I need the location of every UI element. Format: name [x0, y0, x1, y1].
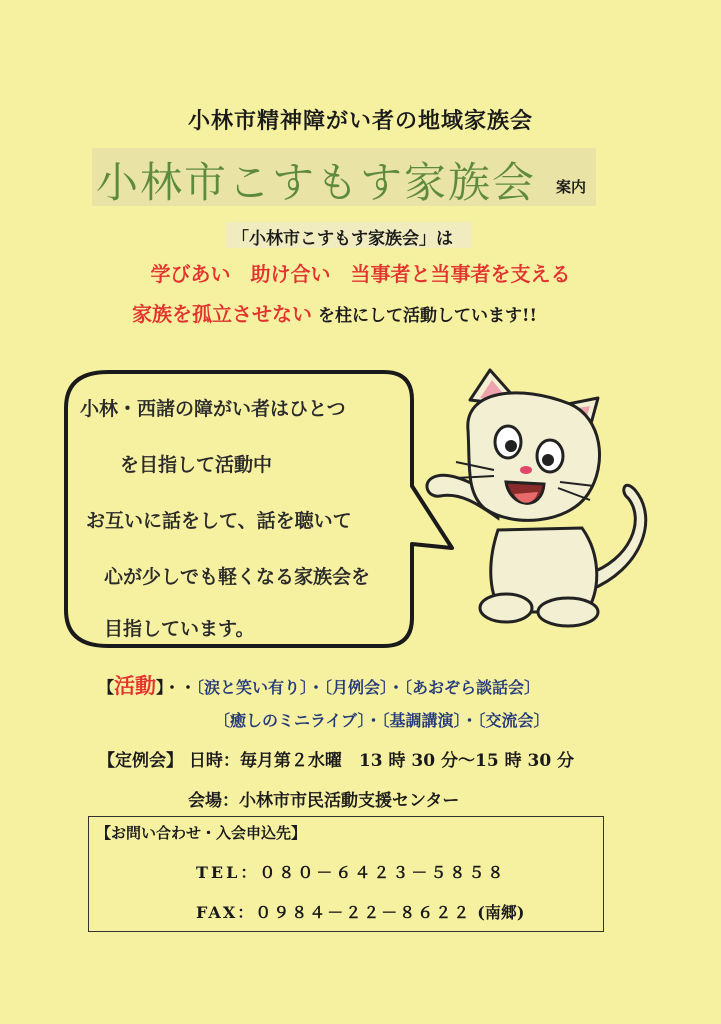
meeting-venue: 会場：小林市市民活動支援センター	[188, 791, 460, 811]
meeting-line	[98, 746, 574, 771]
intro-lead: 「小林市こすもす家族会」は	[232, 229, 453, 249]
bubble-line-3: お互いに話をして、話を聴いて	[86, 510, 352, 532]
activities-label: 活動	[114, 673, 157, 698]
contact-fax: FAX：０９８４－２２－８６２２	[196, 903, 472, 922]
activities-line-1: 【活動】・・〔涙と笑い有り〕・〔月例会〕・〔あおぞら談話会〕	[98, 673, 541, 698]
title-suffix: 案内	[556, 178, 587, 196]
meeting-datetime: 日時：毎月第２水曜 13 時 30 分～15 時 30 分	[188, 751, 575, 771]
organization-subtitle: 小林市精神障がい者の地域家族会	[187, 108, 533, 134]
contact-fax-line	[196, 900, 524, 923]
bubble-line-1: 小林・西諸の障がい者はひとつ	[80, 398, 346, 420]
activities-list-2: 〔癒しのミニライブ〕・〔基調講演〕・〔交流会〕	[214, 711, 550, 730]
page-title: 小林市こすもす家族会	[96, 158, 537, 207]
contact-fax-name: (南郷)	[477, 903, 525, 922]
activities-list-1: 〔涙と笑い有り〕・〔月例会〕・〔あおぞら談話会〕	[196, 678, 541, 697]
intro-red-line-1: 学びあい 助け合い 当事者と当事者を支える	[150, 262, 571, 286]
intro-red-line-2: 家族を孤立させない	[132, 302, 312, 326]
intro-line-2-tail: を柱にして活動しています!!	[318, 306, 537, 326]
contact-heading: 【お問い合わせ・入会申込先】	[96, 824, 307, 842]
bubble-line-2: を目指して活動中	[120, 454, 273, 476]
cat-mascot-icon	[410, 360, 670, 640]
bubble-line-4: 心が少しでも軽くなる家族会を	[104, 566, 371, 588]
meeting-label: 【定例会】	[98, 751, 183, 771]
contact-tel: TEL：０８０－６４２３－５８５８	[196, 863, 507, 882]
bubble-line-5: 目指しています。	[104, 618, 255, 640]
